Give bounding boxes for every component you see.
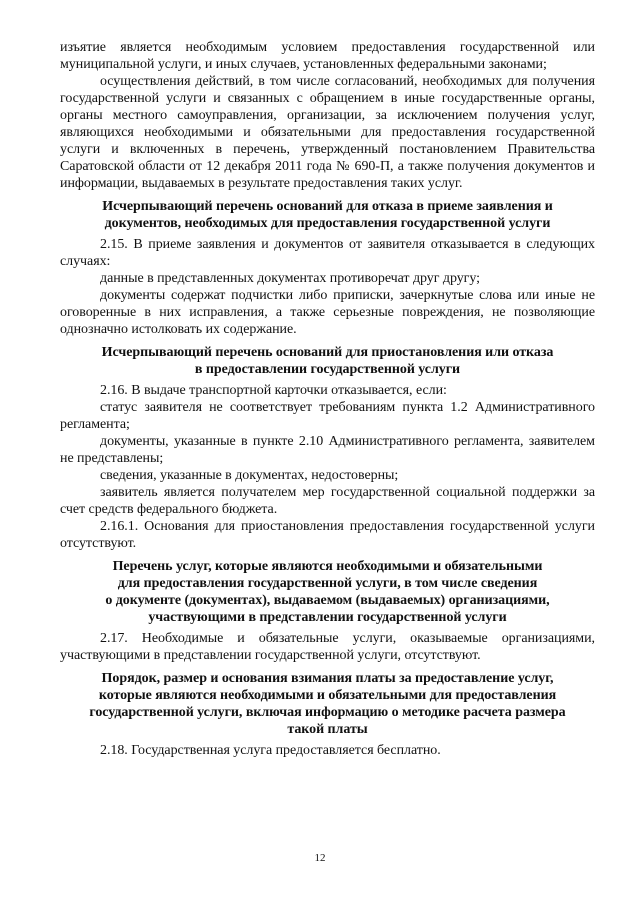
section-heading-required-services — [60, 558, 595, 626]
paragraph-continuation: изъятие является необходимым условием предоставления государственной или муниципальной услуги, и иных случаев, установленных федеральными законами; — [60, 40, 595, 72]
heading-line: участвующими в представлении государственной услуги — [148, 610, 507, 625]
page-number: 12 — [314, 852, 326, 864]
section-heading-fees — [60, 670, 595, 738]
heading-line: такой платы — [287, 722, 368, 737]
heading-line: Исчерпывающий перечень оснований для отказа в приеме заявления и — [102, 199, 553, 214]
heading-line: о документе (документах), выдаваемом (выдаваемых) организациями, — [105, 593, 550, 608]
paragraph-2-17: 2.17. Необходимые и обязательные услуги, оказываемые организациями, участвующими в представлении государственной услуги, отсутствуют. — [60, 631, 595, 663]
heading-line: в предоставлении государственной услуги — [194, 362, 461, 377]
heading-line: документов, необходимых для предоставления государственной услуги — [104, 216, 551, 231]
paragraph-2-15: 2.15. В приеме заявления и документов от заявителя отказывается в следующих случаях: — [60, 237, 595, 269]
paragraph: заявитель является получателем мер государственной социальной поддержки за счет средств федерального бюджета. — [60, 485, 595, 517]
heading-line: Перечень услуг, которые являются необходимыми и обязательными — [112, 559, 543, 574]
heading-line: государственной услуги, включая информацию о методике расчета размера — [89, 705, 566, 720]
paragraph-2-18: 2.18. Государственная услуга предоставляется бесплатно. — [100, 743, 441, 758]
paragraph-2-16: 2.16. В выдаче транспортной карточки отказывается, если: — [100, 383, 447, 398]
section-heading-refusal-acceptance — [60, 198, 595, 232]
paragraph: данные в представленных документах противоречат друг другу; — [100, 271, 480, 286]
document-page — [60, 39, 595, 759]
heading-line: Исчерпывающий перечень оснований для приостановления или отказа — [101, 345, 554, 360]
heading-line: Порядок, размер и основания взимания платы за предоставление услуг, — [101, 671, 554, 686]
heading-line: которые являются необходимыми и обязательными для предоставления — [98, 688, 557, 703]
paragraph-2-16-1: 2.16.1. Основания для приостановления предоставления государственной услуги отсутствуют. — [60, 519, 595, 551]
paragraph: осуществления действий, в том числе согласований, необходимых для получения государственной услуги и связанных с обращением в иные государственные органы, органы местного самоуправления, организации, за исключением получения услуг, являющихся необходимыми и обязательными для предоставления государственной услуги и включенных в перечень, утвержденный постановлением Правительства Саратовской области от 12 декабря 2011 года № 690-П, а также получения документов и информации, выдаваемых в результате предоставления таких услуг. — [60, 74, 595, 191]
section-heading-suspension-refusal — [60, 344, 595, 378]
paragraph: документы, указанные в пункте 2.10 Административного регламента, заявителем не представлены; — [60, 434, 595, 466]
paragraph: сведения, указанные в документах, недостоверны; — [100, 468, 399, 483]
paragraph: документы содержат подчистки либо приписки, зачеркнутые слова или иные не оговоренные в них исправления, а также серьезные повреждения, не позволяющие однозначно истолковать их содержание. — [60, 288, 595, 337]
heading-line: для предоставления государственной услуги, в том числе сведения — [117, 576, 538, 591]
paragraph: статус заявителя не соответствует требованиям пункта 1.2 Административного регламента; — [60, 400, 595, 432]
